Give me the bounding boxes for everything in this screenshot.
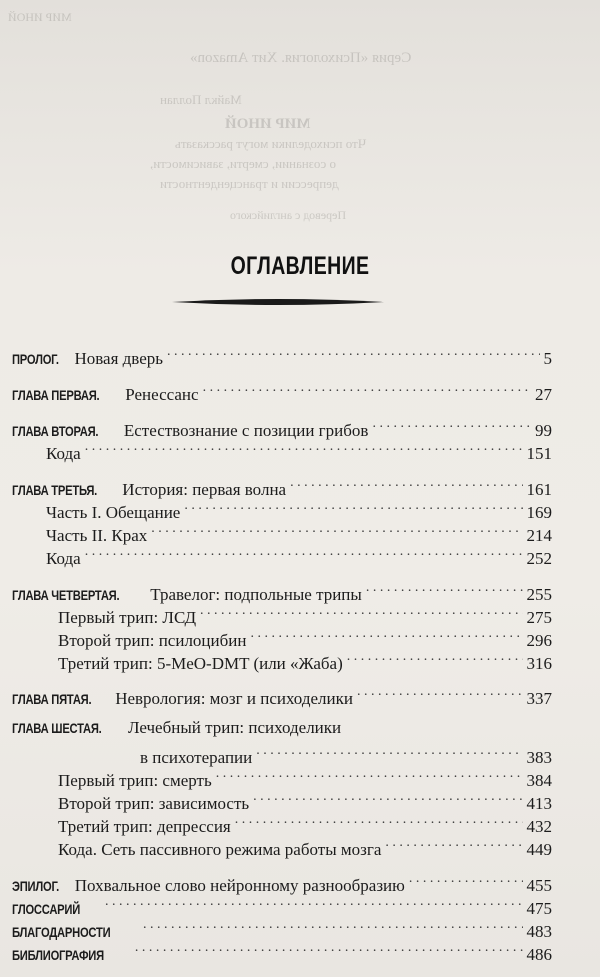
toc-entry-label: [58, 652, 343, 676]
toc-entry-title: Второй трип: зависимость: [58, 794, 250, 813]
toc-dot-leader: [135, 936, 523, 960]
toc-entry: [0, 645, 552, 673]
toc-entry-title: Первый трип: смерть: [58, 771, 212, 790]
toc-entry-title: Похвальное слово нейронному разнообразию: [74, 876, 405, 895]
toc-dot-leader: [200, 599, 522, 623]
toc-entry: [0, 831, 552, 859]
toc-page-number: 169: [526, 503, 552, 522]
toc-dot-leader: [151, 517, 522, 541]
toc-page-number: 449: [526, 840, 552, 859]
bleed-through-text: Серия «Психология. Хит Amazon» Майкл Поллан МИР ИНОЙ Что психоделики могут рассказать о сознании, смерти, зависимости, депрессии и трансцендентности Перевод с английского МИР ИНОЙ: [8, 10, 412, 222]
toc-page-number: 27: [535, 385, 552, 404]
toc-page-number: 316: [526, 654, 552, 673]
toc-entry-label: [58, 838, 381, 862]
toc-entry-title: Кода. Сеть пассивного режима работы мозга: [58, 840, 382, 859]
toc-dot-leader: [167, 340, 539, 364]
toc-page-number: 296: [526, 631, 552, 650]
toc-page-number: 432: [526, 817, 552, 836]
toc-entry: [0, 808, 552, 836]
toc-entry: [0, 762, 552, 790]
toc-section-label: ГЛАВА ВТОРАЯ.: [12, 423, 99, 439]
toc-page-number: 483: [526, 922, 552, 941]
toc-entry: [0, 471, 552, 499]
toc-entry-label: [12, 383, 199, 407]
toc-entry-title: Лечебный трип: психоделики: [127, 718, 342, 737]
toc-page-number: 455: [526, 876, 552, 895]
toc-entry: [0, 867, 552, 895]
toc-entry-title: в психотерапии: [140, 748, 253, 767]
toc-entry-label: [46, 442, 81, 466]
toc-section-label: ПРОЛОГ.: [12, 351, 59, 367]
toc-section-label: ГЛАВА ПЯТАЯ.: [12, 691, 92, 707]
toc-entry: [0, 785, 552, 813]
toc-section-label: ГЛАВА ЧЕТВЕРТАЯ.: [12, 587, 120, 603]
toc-dot-leader: [253, 785, 522, 809]
toc-entry: [0, 412, 552, 440]
toc-dot-leader: [105, 890, 522, 914]
toc-entry: [0, 599, 552, 627]
toc-page-number: 475: [526, 899, 552, 918]
toc-dot-leader: [290, 471, 522, 495]
toc-entry: [0, 936, 552, 964]
toc-page-number: 99: [535, 421, 552, 440]
toc-dot-leader: [357, 680, 523, 704]
toc-section-label: ГЛАВА ТРЕТЬЯ.: [12, 482, 98, 498]
toc-dot-leader: [366, 576, 523, 600]
toc-dot-leader: [235, 808, 523, 832]
toc-entry-title: Третий трип: 5-MeO-DMT (или «Жаба): [58, 654, 343, 673]
toc-entry-title: Новая дверь: [74, 349, 164, 368]
toc-dot-leader: [203, 376, 531, 400]
toc-entry: [0, 890, 552, 918]
toc-dot-leader: [256, 739, 522, 763]
toc-entry: [0, 716, 552, 740]
toc-entry-label: [12, 716, 341, 740]
toc-section-label: БИБЛИОГРАФИЯ: [12, 947, 104, 963]
toc-page-number: 383: [526, 748, 552, 767]
toc-page-number: 161: [526, 480, 552, 499]
toc-entry: [0, 435, 552, 463]
toc-entry-label: [12, 943, 131, 967]
toc-page-number: 384: [526, 771, 552, 790]
toc-entry: [0, 376, 552, 404]
toc-dot-leader: [409, 867, 523, 891]
toc-entry-title: Часть I. Обещание: [46, 503, 181, 522]
toc-entry-title: Ренессанс: [125, 385, 199, 404]
toc-entry: [0, 739, 552, 767]
toc-entry: [0, 540, 552, 568]
toc-dot-leader: [347, 645, 523, 669]
toc-entry-title: Третий трип: депрессия: [58, 817, 231, 836]
toc-dot-leader: [143, 913, 522, 937]
toc-entry: [0, 576, 552, 604]
toc-dot-leader: [184, 494, 522, 518]
toc-dot-leader: [385, 831, 522, 855]
toc-page-number: 413: [526, 794, 552, 813]
toc-section-label: ГЛАВА ПЕРВАЯ.: [12, 387, 100, 403]
toc-dot-leader: [250, 622, 522, 646]
toc-page-number: 275: [526, 608, 552, 627]
toc-page-number: 151: [526, 444, 552, 463]
toc-dot-leader: [85, 435, 523, 459]
toc-entry: [0, 680, 552, 708]
toc-entry-label: [12, 347, 163, 371]
toc-entry-title: Кода: [46, 444, 81, 463]
toc-page-number: 214: [526, 526, 552, 545]
toc-entry-title: Неврология: мозг и психоделики: [115, 689, 353, 708]
toc-entry-title: Травелог: подпольные трипы: [150, 585, 362, 604]
toc-entry: [0, 913, 552, 941]
toc-page-number: 255: [526, 585, 552, 604]
toc-entry: [0, 494, 552, 522]
toc-page-number: 337: [526, 689, 552, 708]
toc-entry: [0, 622, 552, 650]
toc-entry-label: [12, 687, 353, 711]
toc-entry-title: Часть II. Крах: [46, 526, 148, 545]
toc-entry: [0, 340, 552, 368]
toc-section-label: ГЛАВА ШЕСТАЯ.: [12, 720, 102, 736]
toc-section-label: БЛАГОДАРНОСТИ: [12, 924, 111, 940]
toc-entry-title: Кода: [46, 549, 81, 568]
toc-dot-leader: [216, 762, 523, 786]
toc-entry: [0, 517, 552, 545]
toc-entry-label: [46, 547, 81, 571]
toc-dot-leader: [85, 540, 523, 564]
toc-entry-title: Первый трип: ЛСД: [58, 608, 197, 627]
toc-entry-title: Второй трип: псилоцибин: [58, 631, 247, 650]
toc-page-number: 5: [543, 349, 552, 368]
page-title: ОГЛАВЛЕНИЕ: [230, 252, 370, 280]
toc-section-label: ГЛОССАРИЙ: [12, 901, 81, 917]
toc-page-number: 252: [526, 549, 552, 568]
toc-entry-title: История: первая волна: [122, 480, 287, 499]
toc-page-number: 486: [526, 945, 552, 964]
toc-entry-title: Естествознание с позиции грибов: [123, 421, 369, 440]
toc-section-label: ЭПИЛОГ.: [12, 878, 60, 894]
toc-dot-leader: [372, 412, 531, 436]
